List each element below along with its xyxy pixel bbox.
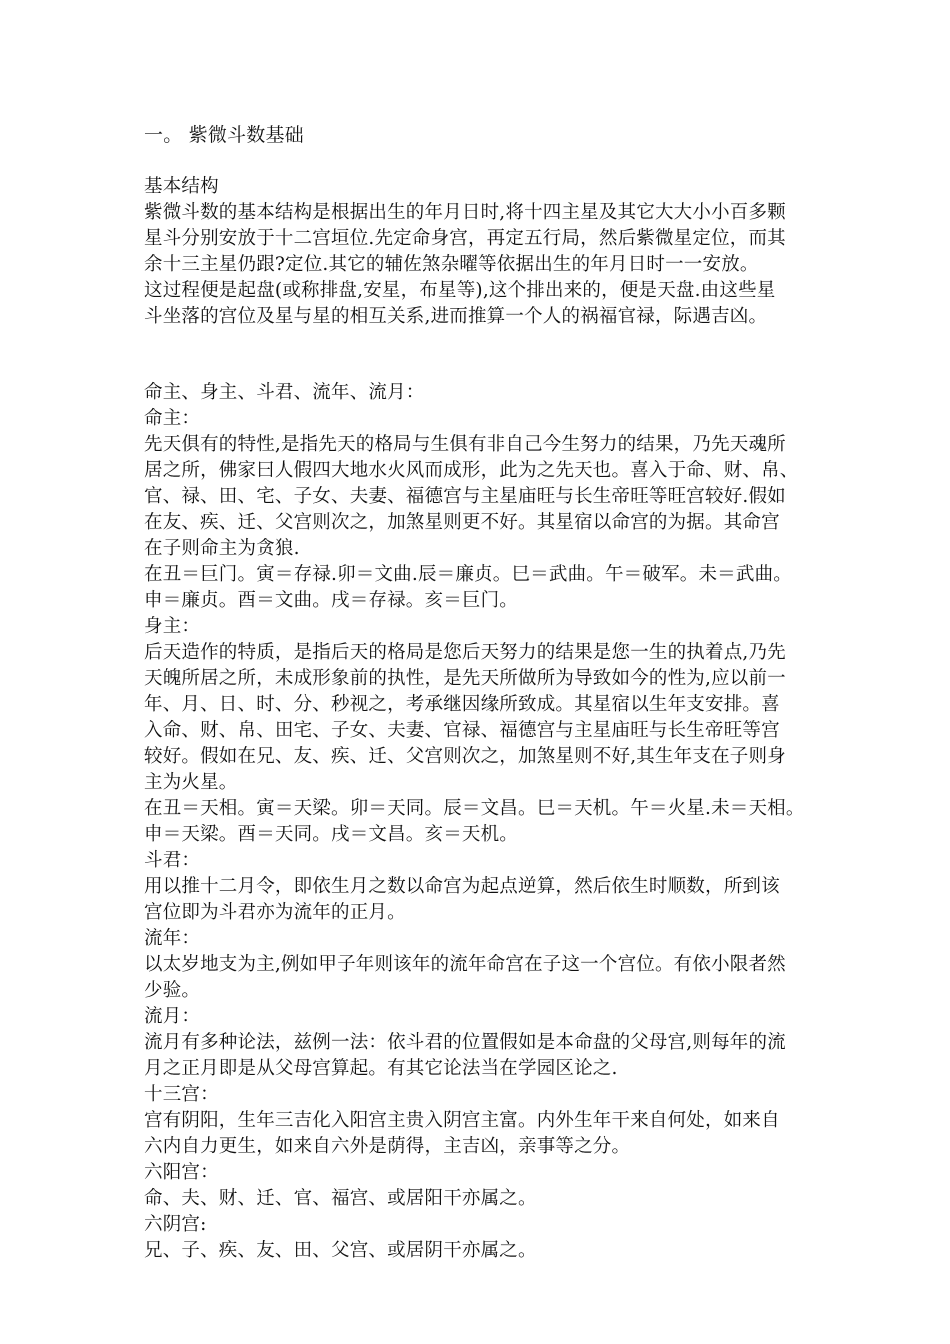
block-label-liuyue: 流月：: [144, 1006, 201, 1027]
paragraph-line: 申＝天梁。酉＝天同。戌＝文昌。亥＝天机。: [144, 824, 519, 845]
paragraph-line: 命、夫、财、迁、官、福宫、或居阳干亦属之。: [144, 1188, 537, 1209]
section-heading-main: 命主、身主、斗君、流年、流月：: [144, 382, 425, 403]
paragraph-line: 主为火星。: [144, 772, 238, 793]
paragraph-line: 在子则命主为贪狼.: [144, 538, 300, 559]
paragraph-line: 居之所，佛家曰人假四大地水火风而成形，此为之先天也。喜入于命、财、帛、: [144, 460, 799, 481]
paragraph-line: 余十三主星仍跟?定位.其它的辅佐煞杂曜等依据出生的年月日时一一安放。: [144, 254, 759, 275]
paragraph-line: 兄、子、疾、友、田、父宫、或居阴干亦属之。: [144, 1240, 537, 1261]
paragraph-line: 在丑＝巨门。寅＝存禄.卯＝文曲.辰＝廉贞。巳＝武曲。午＝破军。未＝武曲。: [144, 564, 792, 585]
paragraph-line: 较好。假如在兄、友、疾、迁、父宫则次之，加煞星则不好,其生年支在子则身: [144, 746, 786, 767]
paragraph-line: 后天造作的特质，是指后天的格局是您后天努力的结果是您一生的执着点,乃先: [144, 642, 786, 663]
block-label-six-yin-palaces: 六阴宫:: [144, 1214, 207, 1235]
block-label-doujun: 斗君：: [144, 850, 201, 871]
paragraph-line: 入命、财、帛、田宅、子女、夫妻、官禄、福德宫与主星庙旺与长生帝旺等宫: [144, 720, 780, 741]
block-label-six-yang-palaces: 六阳宫：: [144, 1162, 219, 1183]
paragraph-line: 少验。: [144, 980, 201, 1001]
paragraph-line: 官、禄、田、宅、子女、夫妻、福德宫与主星庙旺与长生帝旺等旺宫较好.假如: [144, 486, 786, 507]
paragraph-line: 宫位即为斗君亦为流年的正月。: [144, 902, 406, 923]
paragraph-line: 以太岁地支为主,例如甲子年则该年的流年命宫在子这一个宫位。有依小限者然: [144, 954, 786, 975]
paragraph-line: 斗坐落的宫位及星与星的相互关系,进而推算一个人的祸福官禄，际遇吉凶。: [144, 306, 768, 327]
paragraph-line: 在友、疾、迁、父宫则次之，加煞星则更不好。其星宿以命宫的为据。其命宫: [144, 512, 780, 533]
paragraph-line: 紫微斗数的基本结构是根据出生的年月日时,将十四主星及其它大大小小百多颗: [144, 202, 786, 223]
paragraph-line: 流月有多种论法，兹例一法：依斗君的位置假如是本命盘的父母宫,则每年的流: [144, 1032, 786, 1053]
block-label-thirteen-palaces: 十三宫：: [144, 1084, 219, 1105]
section-heading-basic-structure: 基本结构: [144, 176, 219, 197]
paragraph-line: 星斗分别安放于十二宫垣位.先定命身宫，再定五行局，然后紫微星定位，而其: [144, 228, 786, 249]
paragraph-line: 六内自力更生，如来自六外是荫得，主吉凶，亲事等之分。: [144, 1136, 631, 1157]
document-title: 一。 紫微斗数基础: [144, 124, 304, 146]
paragraph-line: 用以推十二月令，即依生月之数以命宫为起点逆算，然后依生时顺数，所到该: [144, 876, 780, 897]
paragraph-line: 天魄所居之所，未成形象前的执性，是先天所做所为导致如今的性为,应以前一: [144, 668, 786, 689]
paragraph-line: 在丑＝天相。寅＝天梁。卯＝天同。辰＝文昌。巳＝天机。午＝火星.未＝天相。: [144, 798, 805, 819]
paragraph-line: 年、月、日、时、分、秒视之，考承继因缘所致成。其星宿以生年支安排。喜: [144, 694, 780, 715]
paragraph-line: 先天俱有的特性,是指先天的格局与生俱有非自己今生努力的结果，乃先天魂所: [144, 434, 786, 455]
block-label-shenzhu: 身主：: [144, 616, 201, 637]
paragraph-line: 这过程便是起盘(或称排盘,安星，布星等),这个排出来的，便是天盘.由这些星: [144, 280, 776, 301]
paragraph-line: 申＝廉贞。酉＝文曲。戌＝存禄。亥＝巨门。: [144, 590, 519, 611]
paragraph-line: 月之正月即是从父母宫算起。有其它论法当在学园区论之.: [144, 1058, 618, 1079]
section-spacer: [144, 330, 824, 380]
document-body: [144, 120, 824, 1264]
block-label-liunian: 流年：: [144, 928, 201, 949]
paragraph-line: 宫有阴阳，生年三吉化入阳宫主贵入阴宫主富。内外生年干来自何处，如来自: [144, 1110, 780, 1131]
block-label-mingzhu: 命主：: [144, 408, 201, 429]
